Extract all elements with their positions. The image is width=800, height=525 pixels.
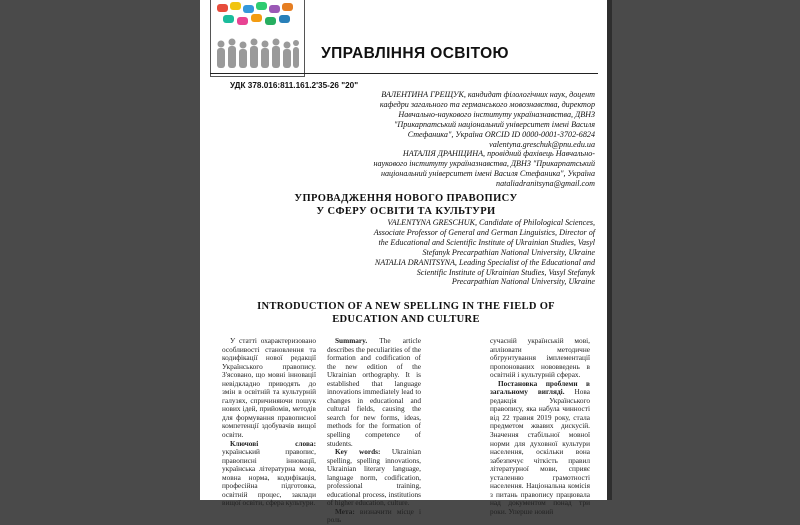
author-line: ВАЛЕНТИНА ГРЕЩУК, кандидат філологічних наук, доцент xyxy=(381,90,595,99)
speech-bubble-icon xyxy=(237,17,248,25)
body-intro: сучасній українській мові, апліювати методичне обгрунтування імплементації пропонованих нововведень в освітній і культурній сферах. xyxy=(490,336,590,380)
abstract-ukrainian-column xyxy=(222,337,316,508)
title-line: INTRODUCTION OF A NEW SPELLING IN THE FIELD OF xyxy=(257,301,555,312)
keywords-text: український правопис, правописні інновації, українська літературна мова, мовна норма, кодифікація, професійна підготовка, освітній процес, заклади вищої освіти, сфера культури. xyxy=(222,447,316,508)
problem-paragraph xyxy=(490,380,590,517)
header-rule xyxy=(210,73,598,74)
journal-logo xyxy=(210,0,305,77)
speech-bubble-icon xyxy=(265,17,276,25)
speech-bubble-icon xyxy=(279,15,290,23)
author-line: Stefanyk Precarpathian National University, Ukraine xyxy=(422,247,595,257)
title-line: УПРОВАДЖЕННЯ НОВОГО ПРАВОПИСУ xyxy=(294,193,518,204)
aim-label: Мета: xyxy=(335,506,355,516)
speech-bubble-icon xyxy=(269,5,280,13)
speech-bubble-icon xyxy=(217,4,228,12)
aim-text: визначити місце і роль xyxy=(327,506,421,525)
author-line: Стефаника", Україна ORCID ID 0000-0001-3702-6824 xyxy=(407,129,595,139)
article-title-english xyxy=(230,300,582,326)
summary-label: Summary. xyxy=(335,336,368,345)
speech-bubble-icon xyxy=(282,3,293,11)
keywords-text: Ukrainian spelling, spelling innovations, Ukrainian literary language, language norm, codification, professional training, educational process, institutions of higher education, culture. xyxy=(327,447,421,508)
problem-text: Нова редакція Українського правопису, яка набула чинності від 22 травня 2019 року, стала предметом жвавих дискусій. Значення стабільної мовної норми для духовної культури населення, оскільки вона забезпечує чіткість правил літературної мови, сприяє усталенню грамотності населення. Національна комісія з питань правопису працювала над документом понад три роки. Уперше новий xyxy=(490,387,590,516)
author-line: кафедри загального та германського мовознавства, директор xyxy=(379,99,595,109)
author-line: Precarpathian National University, Ukraine xyxy=(451,277,595,287)
article-title-ukrainian xyxy=(230,193,582,218)
author-line: Associate Professor of General and German Linguistics, Director of xyxy=(373,227,595,237)
author-line: національний університет імені Василя Стефаника", Україна xyxy=(380,169,595,179)
author-line: NATALIA DRANITSYNA, Leading Specialist of the Educational and xyxy=(374,257,595,267)
author-line: наукового інституту україназнавства, ДВНЗ "Прикарпатський xyxy=(373,159,595,169)
abstract-text: У статті охарактеризовано особливості становлення та кодифікації нової редакції Українського правопису. З'ясовано, що мовні інновації невідкладно приводять до змін в освітній та культурній галузях, спричиняючи пошук нових ідей, прийомів, методів для формування правописної компетенції здобувачів вищої освіти. xyxy=(222,336,316,440)
author-line: НАТАЛІЯ ДРАНІЦИНА, провідний фахівець Навчально- xyxy=(402,149,595,159)
author-line: the Educational and Scientific Institute of Ukrainian Studies, Vasyl xyxy=(378,237,595,247)
abstract-english-column xyxy=(327,337,421,525)
speech-bubble-icon xyxy=(256,2,267,10)
summary-text: The article describes the peculiarities of the formation and codification of the new edition of the Ukrainian orthography. It is established that language innovations immediately lead to changes in educational and cultural fields, causing the search for new forms, ideas, methods for the formation of spelling competence of students. xyxy=(327,336,422,448)
body-text-column xyxy=(490,337,590,516)
keywords-label: Key words: xyxy=(335,447,381,457)
aim-paragraph xyxy=(327,508,421,525)
author-line: Scientific Institute of Ukrainian Studies, Vasyl Stefanyk xyxy=(416,267,595,277)
speech-bubble-icon xyxy=(230,2,241,10)
keywords-paragraph xyxy=(222,440,316,508)
title-line: EDUCATION AND CULTURE xyxy=(332,314,480,325)
author-email: valentyna.greschuk@pnu.edu.ua xyxy=(489,139,595,149)
speech-bubble-icon xyxy=(251,14,262,22)
keywords-paragraph xyxy=(327,448,421,508)
summary-paragraph xyxy=(327,337,421,448)
author-line: "Прикарпатський національний університет імені Василя xyxy=(393,119,595,129)
page-shadow xyxy=(607,0,612,500)
section-title: УПРАВЛІННЯ ОСВІТОЮ xyxy=(321,45,509,62)
author-line: Навчально-наукового інституту україназнавства, ДВНЗ xyxy=(398,109,595,119)
keywords-label: Ключові слова: xyxy=(230,438,316,448)
title-line: У СФЕРУ ОСВІТИ ТА КУЛЬТУРИ xyxy=(316,205,496,217)
author-email: nataliadranitsyna@gmail.com xyxy=(496,179,595,189)
speech-bubble-icon xyxy=(223,15,234,23)
author-line: VALENTYNA GRESCHUK, Candidate of Philological Sciences, xyxy=(387,218,595,227)
problem-label: Постановка проблеми в загальному вигляді. xyxy=(490,378,590,397)
authors-english xyxy=(330,218,595,287)
udk-code: УДК 378.016:811.161.2'35-26 "20" xyxy=(230,81,359,90)
speech-bubble-icon xyxy=(243,5,254,13)
authors-ukrainian xyxy=(330,90,595,189)
